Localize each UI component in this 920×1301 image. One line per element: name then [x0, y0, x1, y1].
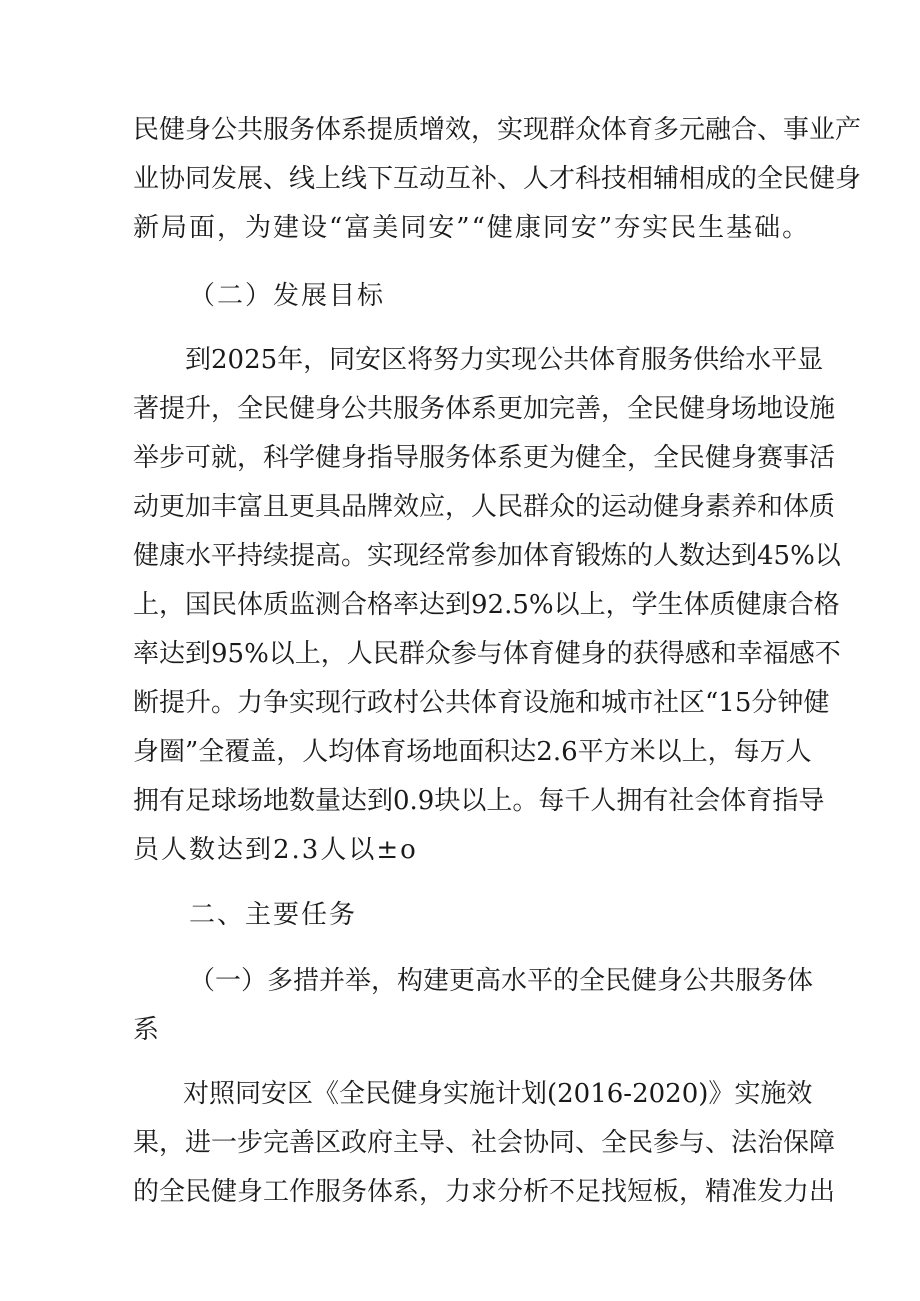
body-text-line: 的全民健身工作服务体系，力求分析不足找短板，精准发力出 — [133, 1177, 836, 1207]
body-text-line: 健康水平持续提高。实现经常参加体育锻炼的人数达到45%以 — [133, 541, 841, 571]
body-text-line: 拥有足球场地数量达到0.9块以上。每千人拥有社会体育指导 — [133, 786, 825, 816]
body-text-line: 新局面，为建设“富美同安”“健康同安”夯实民生基础。 — [133, 213, 811, 243]
body-text-line: 到2025年，同安区将努力实现公共体育服务供给水平显 — [185, 345, 824, 375]
body-text-line: 上，国民体质监测合格率达到92.5%以上，学生体质健康合格 — [133, 590, 840, 620]
section-heading: 二、主要任务 — [189, 900, 358, 930]
body-text-line: 业协同发展、线上线下互动互补、人才科技相辅相成的全民健身 — [133, 164, 862, 194]
body-text-line: 身圈”全覆盖，人均体育场地面积达2.6平方米以上，每万人 — [133, 737, 812, 767]
subsection-heading: 系 — [133, 1015, 162, 1045]
subsection-heading: （一）多措并举，构建更高水平的全民健身公共服务体 — [189, 966, 814, 996]
body-text-line: 对照同安区《全民健身实施计划(2016-2020)》实施效 — [183, 1079, 813, 1109]
body-text-line: 断提升。力争实现行政村公共体育设施和城市社区“15分钟健 — [133, 688, 830, 718]
section-heading: （二）发展目标 — [189, 281, 386, 311]
body-text-line: 员人数达到2.3人以±o — [133, 835, 418, 865]
body-text-line: 果，进一步完善区政府主导、社会协同、全民参与、法治保障 — [133, 1128, 836, 1158]
body-text-line: 动更加丰富且更具品牌效应，人民群众的运动健身素养和体质 — [133, 492, 836, 522]
body-text-line: 著提升，全民健身公共服务体系更加完善，全民健身场地设施 — [133, 394, 836, 424]
body-text-line: 率达到95%以上，人民群众参与体育健身的获得感和幸福感不 — [133, 639, 841, 669]
body-text-line: 民健身公共服务体系提质增效，实现群众体育多元融合、事业产 — [133, 115, 862, 145]
body-text-line: 举步可就，科学健身指导服务体系更为健全，全民健身赛事活 — [133, 443, 836, 473]
